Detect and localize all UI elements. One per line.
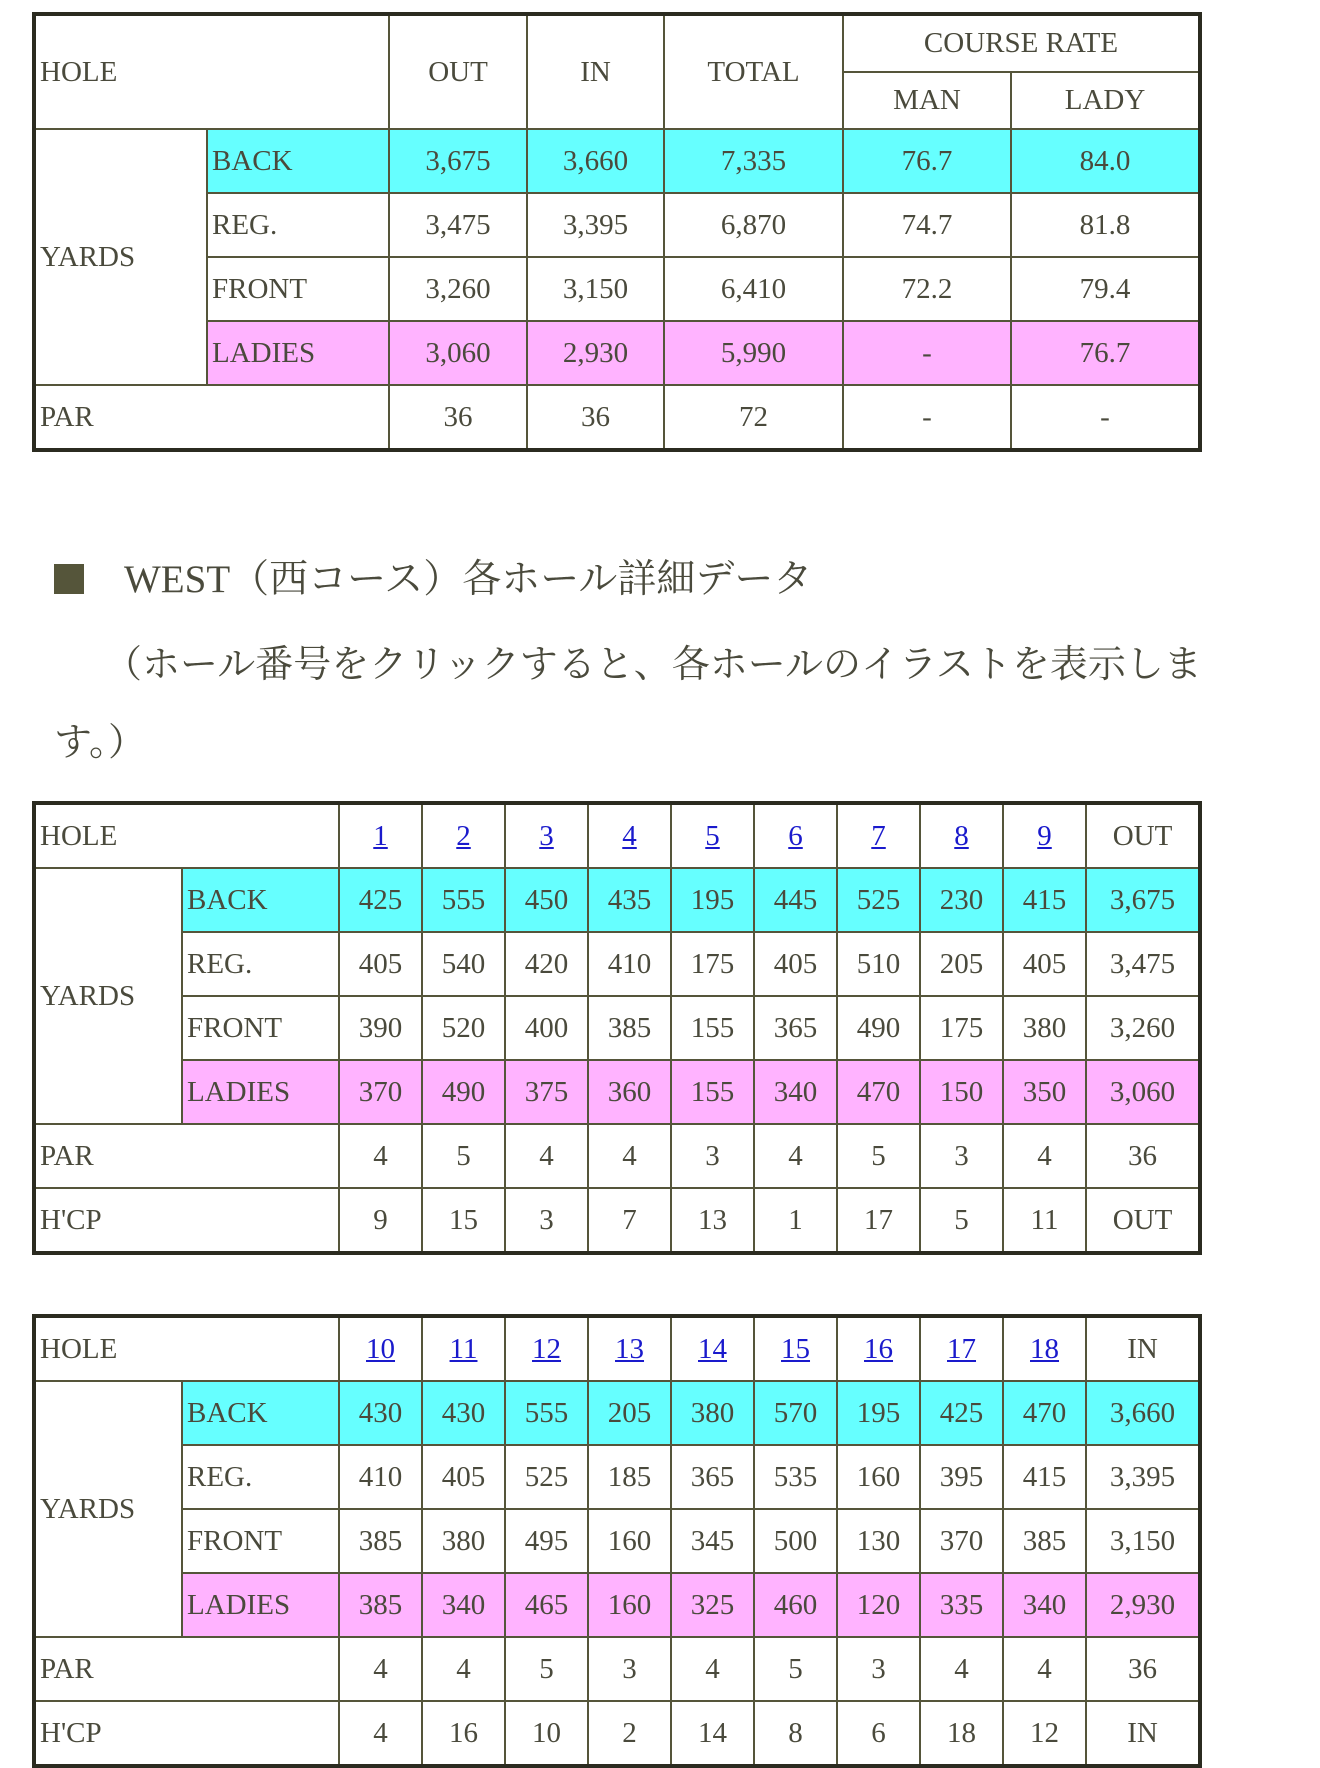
table-cell: 385 <box>1003 1509 1086 1573</box>
table-cell: 335 <box>920 1573 1003 1637</box>
table-cell: 36 <box>527 385 664 450</box>
table-cell: 185 <box>588 1445 671 1509</box>
table-cell: - <box>843 321 1011 385</box>
par-label: PAR <box>34 1124 339 1188</box>
tee-row-reg <box>34 193 1200 257</box>
hole-link[interactable]: 12 <box>532 1332 562 1365</box>
hole-link[interactable]: 11 <box>449 1332 478 1365</box>
tee-label: BACK <box>182 1381 339 1445</box>
table-cell: 415 <box>1003 1445 1086 1509</box>
table-cell: OUT <box>1086 1188 1200 1253</box>
table-cell: 3 <box>837 1637 920 1701</box>
hole-header: HOLE <box>34 1316 339 1381</box>
column-header: OUT <box>389 14 527 129</box>
hole-number-cell <box>588 1316 671 1381</box>
table-cell: 36 <box>1086 1637 1200 1701</box>
table-cell: 15 <box>422 1188 505 1253</box>
table-cell: 405 <box>1003 932 1086 996</box>
table-cell: 195 <box>837 1381 920 1445</box>
hole-number-cell <box>1003 803 1086 868</box>
tee-label: LADIES <box>182 1060 339 1124</box>
table-cell: 400 <box>505 996 588 1060</box>
table-cell: 160 <box>837 1445 920 1509</box>
hole-link[interactable]: 8 <box>954 819 969 852</box>
table-cell: 1 <box>754 1188 837 1253</box>
table-cell: 495 <box>505 1509 588 1573</box>
hole-number-cell <box>754 1316 837 1381</box>
table-cell: 4 <box>505 1124 588 1188</box>
table-cell: 84.0 <box>1011 129 1200 193</box>
hole-header: HOLE <box>34 803 339 868</box>
hole-row <box>34 1316 1200 1381</box>
table-cell: 405 <box>339 932 422 996</box>
hole-number-cell <box>505 1316 588 1381</box>
table-cell: 5,990 <box>664 321 843 385</box>
tee-row-ladies <box>34 1060 1200 1124</box>
table-cell: 375 <box>505 1060 588 1124</box>
hole-number-cell <box>671 803 754 868</box>
tee-label: LADIES <box>207 321 389 385</box>
total-header: OUT <box>1086 803 1200 868</box>
table-cell: 380 <box>1003 996 1086 1060</box>
hole-number-cell <box>339 1316 422 1381</box>
section-note: （ホール番号をクリックすると、各ホールのイラストを表示します。） <box>54 644 1202 764</box>
table-cell: 370 <box>339 1060 422 1124</box>
table-cell: 76.7 <box>1011 321 1200 385</box>
table-cell: 14 <box>671 1701 754 1766</box>
table-cell: 4 <box>422 1637 505 1701</box>
tee-row-back <box>34 1381 1200 1445</box>
table-cell: 72.2 <box>843 257 1011 321</box>
par-label: PAR <box>34 1637 339 1701</box>
table-cell: 3,150 <box>1086 1509 1200 1573</box>
table-cell: 325 <box>671 1573 754 1637</box>
table-cell: 445 <box>754 868 837 932</box>
hole-link[interactable]: 10 <box>366 1332 396 1365</box>
table-cell: 6,870 <box>664 193 843 257</box>
header-row <box>34 14 1200 72</box>
hole-number-cell <box>422 803 505 868</box>
tee-row-front <box>34 257 1200 321</box>
tee-row-ladies <box>34 1573 1200 1637</box>
table-cell: 410 <box>588 932 671 996</box>
table-cell: 570 <box>754 1381 837 1445</box>
table-cell: 155 <box>671 996 754 1060</box>
tee-label: REG. <box>182 1445 339 1509</box>
table-cell: 535 <box>754 1445 837 1509</box>
hole-link[interactable]: 5 <box>705 819 720 852</box>
table-cell: 385 <box>339 1509 422 1573</box>
square-bullet-icon <box>54 564 84 594</box>
section-heading <box>54 548 812 604</box>
table-cell: 3 <box>505 1188 588 1253</box>
table-cell: 3,660 <box>1086 1381 1200 1445</box>
hole-number-cell <box>920 803 1003 868</box>
tee-row-reg <box>34 932 1200 996</box>
tee-label: REG. <box>207 193 389 257</box>
table-cell: 2 <box>588 1701 671 1766</box>
table-cell: 490 <box>422 1060 505 1124</box>
par-row <box>34 1124 1200 1188</box>
front-nine-table <box>32 801 1202 1255</box>
tee-label: FRONT <box>182 1509 339 1573</box>
hole-link[interactable]: 6 <box>788 819 803 852</box>
hole-link[interactable]: 13 <box>615 1332 645 1365</box>
table-cell: 5 <box>920 1188 1003 1253</box>
hole-link[interactable]: 15 <box>781 1332 811 1365</box>
tee-label: LADIES <box>182 1573 339 1637</box>
section-title: WEST（西コース）各ホール詳細データ <box>124 558 813 601</box>
table-cell: 5 <box>754 1637 837 1701</box>
table-cell: 405 <box>422 1445 505 1509</box>
tee-label: REG. <box>182 932 339 996</box>
table-cell: 155 <box>671 1060 754 1124</box>
table-cell: 2,930 <box>1086 1573 1200 1637</box>
hole-number-cell <box>422 1316 505 1381</box>
par-label: PAR <box>34 385 389 450</box>
tee-row-back <box>34 129 1200 193</box>
table-cell: 3,675 <box>1086 868 1200 932</box>
table-cell: 385 <box>339 1573 422 1637</box>
table-cell: 17 <box>837 1188 920 1253</box>
table-cell: 365 <box>754 996 837 1060</box>
table-cell: 425 <box>920 1381 1003 1445</box>
table-cell: 7,335 <box>664 129 843 193</box>
tee-label: FRONT <box>207 257 389 321</box>
hole-link[interactable]: 9 <box>1037 819 1052 852</box>
table-cell: 520 <box>422 996 505 1060</box>
hole-row <box>34 803 1200 868</box>
table-cell: 10 <box>505 1701 588 1766</box>
table-cell: 340 <box>1003 1573 1086 1637</box>
table-cell: 3,475 <box>389 193 527 257</box>
tee-label: BACK <box>207 129 389 193</box>
table-cell: 555 <box>505 1381 588 1445</box>
table-cell: 120 <box>837 1573 920 1637</box>
par-row <box>34 1637 1200 1701</box>
table-cell: 3 <box>671 1124 754 1188</box>
table-cell: 5 <box>505 1637 588 1701</box>
table-cell: 430 <box>422 1381 505 1445</box>
table-cell: 12 <box>1003 1701 1086 1766</box>
tee-row-front <box>34 1509 1200 1573</box>
table-cell: 3,475 <box>1086 932 1200 996</box>
table-cell: 425 <box>339 868 422 932</box>
table-cell: 7 <box>588 1188 671 1253</box>
hole-link[interactable]: 14 <box>698 1332 728 1365</box>
table-cell: IN <box>1086 1701 1200 1766</box>
hole-number-cell <box>505 803 588 868</box>
table-cell: 160 <box>588 1573 671 1637</box>
table-cell: 525 <box>505 1445 588 1509</box>
table-cell: 175 <box>920 996 1003 1060</box>
table-cell: 3,260 <box>389 257 527 321</box>
table-cell: 5 <box>422 1124 505 1188</box>
hole-number-cell <box>754 803 837 868</box>
hole-number-cell <box>1003 1316 1086 1381</box>
table-cell: 4 <box>1003 1637 1086 1701</box>
hole-number-cell <box>339 803 422 868</box>
hole-link[interactable]: 2 <box>456 819 471 852</box>
tee-row-reg <box>34 1445 1200 1509</box>
table-cell: 500 <box>754 1509 837 1573</box>
table-cell: 230 <box>920 868 1003 932</box>
table-cell: 195 <box>671 868 754 932</box>
hole-number-cell <box>920 1316 1003 1381</box>
hole-link[interactable]: 7 <box>871 819 886 852</box>
hole-number-cell <box>671 1316 754 1381</box>
table-cell: 4 <box>1003 1124 1086 1188</box>
table-cell: 3,060 <box>389 321 527 385</box>
table-cell: 470 <box>837 1060 920 1124</box>
table-cell: 385 <box>588 996 671 1060</box>
table-cell: 540 <box>422 932 505 996</box>
table-cell: 405 <box>754 932 837 996</box>
table-cell: 175 <box>671 932 754 996</box>
table-cell: 4 <box>339 1124 422 1188</box>
table-cell: 160 <box>588 1509 671 1573</box>
tee-row-ladies <box>34 321 1200 385</box>
table-cell: 6 <box>837 1701 920 1766</box>
table-cell: 16 <box>422 1701 505 1766</box>
table-cell: 340 <box>754 1060 837 1124</box>
table-cell: 11 <box>1003 1188 1086 1253</box>
table-cell: 3,150 <box>527 257 664 321</box>
table-cell: 490 <box>837 996 920 1060</box>
table-cell: 72 <box>664 385 843 450</box>
table-cell: 6,410 <box>664 257 843 321</box>
table-cell: 3,395 <box>1086 1445 1200 1509</box>
table-cell: 360 <box>588 1060 671 1124</box>
table-cell: 465 <box>505 1573 588 1637</box>
table-cell: 370 <box>920 1509 1003 1573</box>
table-cell: 130 <box>837 1509 920 1573</box>
handicap-row <box>34 1701 1200 1766</box>
table-cell: 8 <box>754 1701 837 1766</box>
hole-number-cell <box>837 1316 920 1381</box>
table-cell: 74.7 <box>843 193 1011 257</box>
yards-label: YARDS <box>34 1381 182 1637</box>
table-cell: 435 <box>588 868 671 932</box>
table-cell: 525 <box>837 868 920 932</box>
table-cell: 3 <box>588 1637 671 1701</box>
hole-header: HOLE <box>34 14 389 129</box>
hole-number-cell <box>837 803 920 868</box>
table-cell: 79.4 <box>1011 257 1200 321</box>
total-header: IN <box>1086 1316 1200 1381</box>
table-cell: 420 <box>505 932 588 996</box>
tee-row-front <box>34 996 1200 1060</box>
table-cell: - <box>1011 385 1200 450</box>
hole-number-cell <box>588 803 671 868</box>
table-cell: 555 <box>422 868 505 932</box>
table-cell: 450 <box>505 868 588 932</box>
table-cell: 380 <box>422 1509 505 1573</box>
table-cell: 2,930 <box>527 321 664 385</box>
table-cell: 4 <box>339 1701 422 1766</box>
tee-label: FRONT <box>182 996 339 1060</box>
table-cell: 4 <box>671 1637 754 1701</box>
table-cell: 3,660 <box>527 129 664 193</box>
hole-link[interactable]: 1 <box>373 819 388 852</box>
table-cell: 3,395 <box>527 193 664 257</box>
table-cell: 350 <box>1003 1060 1086 1124</box>
column-header: LADY <box>1011 72 1200 129</box>
handicap-row <box>34 1188 1200 1253</box>
table-cell: 380 <box>671 1381 754 1445</box>
table-cell: 3,260 <box>1086 996 1200 1060</box>
table-cell: 395 <box>920 1445 1003 1509</box>
table-cell: 4 <box>339 1637 422 1701</box>
table-cell: 81.8 <box>1011 193 1200 257</box>
table-cell: 4 <box>754 1124 837 1188</box>
table-cell: 5 <box>837 1124 920 1188</box>
table-cell: 3,675 <box>389 129 527 193</box>
hole-link[interactable]: 16 <box>864 1332 894 1365</box>
table-cell: 390 <box>339 996 422 1060</box>
table-cell: 18 <box>920 1701 1003 1766</box>
table-cell: 340 <box>422 1573 505 1637</box>
column-header: TOTAL <box>664 14 843 129</box>
table-cell: 3,060 <box>1086 1060 1200 1124</box>
yards-label: YARDS <box>34 868 182 1124</box>
course-rate-header: COURSE RATE <box>843 14 1200 72</box>
handicap-label: H'CP <box>34 1701 339 1766</box>
handicap-label: H'CP <box>34 1188 339 1253</box>
table-cell: 470 <box>1003 1381 1086 1445</box>
hole-link[interactable]: 18 <box>1030 1332 1060 1365</box>
table-cell: 365 <box>671 1445 754 1509</box>
back-nine-table <box>32 1314 1202 1768</box>
table-cell: 430 <box>339 1381 422 1445</box>
par-row <box>34 385 1200 450</box>
table-cell: 76.7 <box>843 129 1011 193</box>
table-cell: 415 <box>1003 868 1086 932</box>
table-cell: 510 <box>837 932 920 996</box>
hole-link[interactable]: 17 <box>947 1332 977 1365</box>
table-cell: 345 <box>671 1509 754 1573</box>
hole-link[interactable]: 4 <box>622 819 637 852</box>
hole-link[interactable]: 3 <box>539 819 554 852</box>
table-cell: 9 <box>339 1188 422 1253</box>
column-header: IN <box>527 14 664 129</box>
table-cell: 36 <box>1086 1124 1200 1188</box>
table-cell: 150 <box>920 1060 1003 1124</box>
table-cell: 4 <box>920 1637 1003 1701</box>
tee-row-back <box>34 868 1200 932</box>
tee-label: BACK <box>182 868 339 932</box>
column-header: MAN <box>843 72 1011 129</box>
table-cell: 205 <box>588 1381 671 1445</box>
table-cell: 4 <box>588 1124 671 1188</box>
table-cell: 3 <box>920 1124 1003 1188</box>
table-cell: - <box>843 385 1011 450</box>
table-cell: 460 <box>754 1573 837 1637</box>
table-cell: 205 <box>920 932 1003 996</box>
course-summary-table <box>32 12 1202 452</box>
table-cell: 410 <box>339 1445 422 1509</box>
yards-label: YARDS <box>34 129 207 385</box>
table-cell: 13 <box>671 1188 754 1253</box>
table-cell: 36 <box>389 385 527 450</box>
